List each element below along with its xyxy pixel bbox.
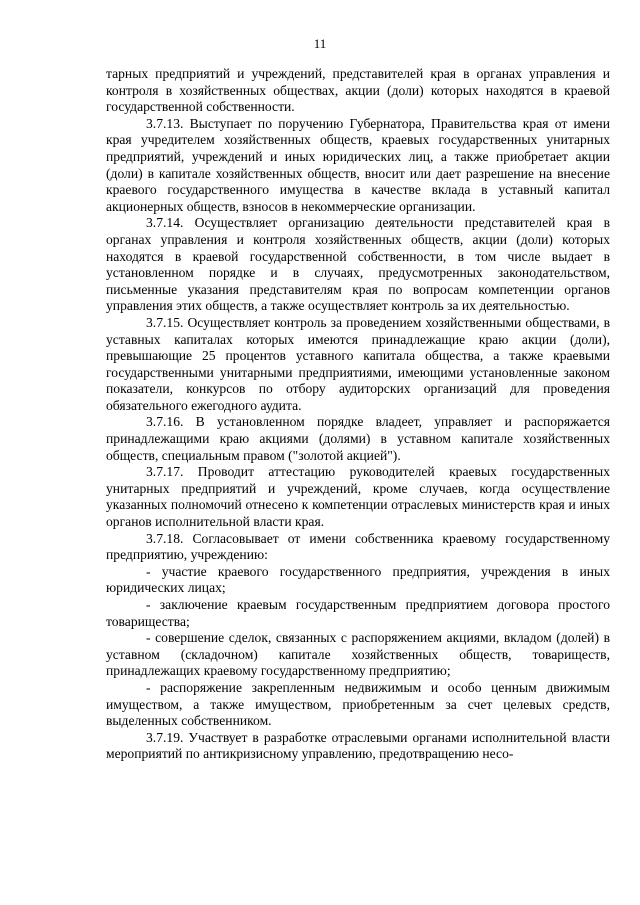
paragraph-3-7-16: 3.7.16. В установленном порядке владеет, управляет и распоряжается принадлежащими краю акциями (долями) в уставном капитале хозяйственных обществ, специальным правом ("золотой акцией"). [106,414,610,463]
list-item-participation: - участие краевого государственного предприятия, учреждения в иных юридических лицах; [106,563,610,596]
list-item-share-transactions: - совершение сделок, связанных с распоряжением акциями, вкладом (долей) в уставном (складочном) капитале хозяйственных обществ, товариществ, принадлежащих краевому государственному предприятию; [106,630,610,679]
list-item-property-disposal: - распоряжение закрепленным недвижимым и особо ценным движимым имуществом, а также имуществом, приобретенным за счет целевых средств, выделенных собственником. [106,679,610,729]
paragraph-3-7-15: 3.7.15. Осуществляет контроль за проведением хозяйственными обществами, в уставных капиталах которых имеются принадлежащие краю акции (доли), превышающие 25 процентов уставного капитала общества, а также краевыми государственными унитарными предприятиями, имеющими установленные законом показатели, конкурсов по отбору аудиторских организаций для проведения обязательного ежегодного аудита. [106,314,610,413]
paragraph-3-7-19: 3.7.19. Участвует в разработке отраслевыми органами исполнительной власти мероприятий по антикризисному управлению, предотвращению несо- [106,729,610,762]
paragraph-3-7-14: 3.7.14. Осуществляет организацию деятельности представителей края в органах управления и контроля хозяйственных обществ, акции (доли) которых находятся в краевой государственной собственности, в том числе выдает в установленном порядке и в случаях, предусмотренных законодательством, письменные указания представителям края по вопросам компетенции органов управления этих обществ, а также осуществляет контроль за их деятельностью. [106,215,610,314]
paragraph-continuation: тарных предприятий и учреждений, представителей края в органах управления и контроля в хозяйственных обществах, акции (доли) которых находятся в краевой государственной собственности. [106,66,610,115]
paragraph-3-7-13: 3.7.13. Выступает по поручению Губернатора, Правительства края от имени края учредителем хозяйственных обществ, краевых государственных унитарных предприятий, учреждений и иных юридических лиц, а также приобретает акции (доли) в капитале хозяйственных обществ, вносит или дает разрешение на внесение краевого государственного имущества в качестве вклада в уставный капитал акционерных обществ, взносов в некоммерческие организации. [106,115,610,214]
list-item-partnership-contract: - заключение краевым государственным предприятием договора простого товарищества; [106,597,610,629]
paragraph-3-7-17: 3.7.17. Проводит аттестацию руководителей краевых государственных унитарных предприятий и учреждений, кроме случаев, когда осуществление указанных полномочий отнесено к компетенции отраслевых министерств края и иных органов исполнительной власти края. [106,464,610,530]
page-number: 11 [313,36,327,51]
paragraph-3-7-18: 3.7.18. Согласовывает от имени собственника краевому государственному предприятию, учреждению: [106,530,610,563]
document-body [106,66,610,763]
